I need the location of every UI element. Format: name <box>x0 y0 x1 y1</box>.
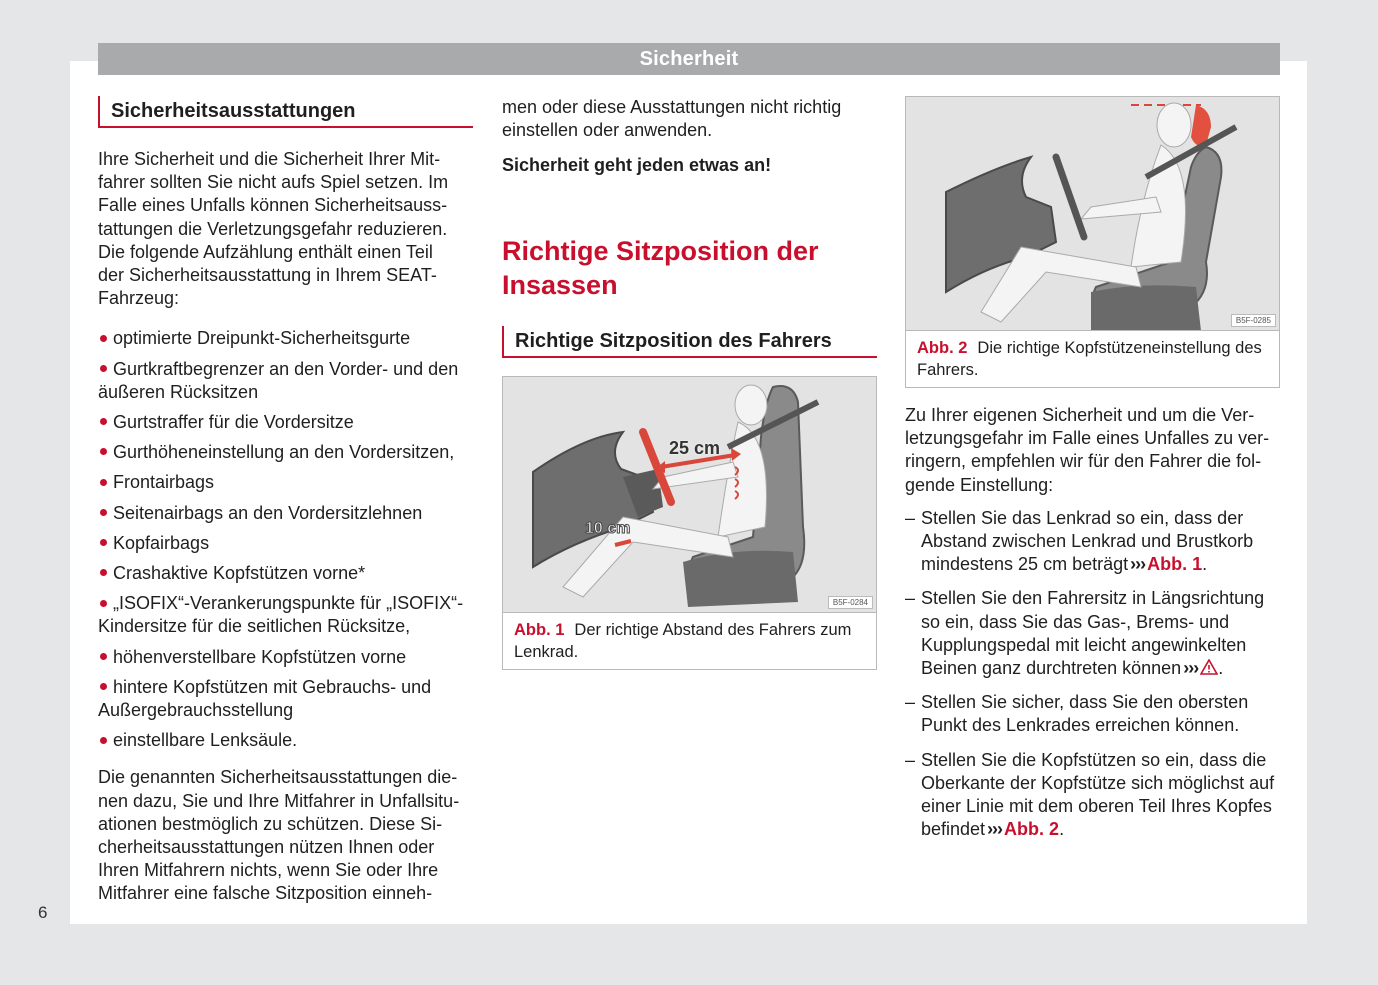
text-line: men oder diese Ausstattungen nicht richtig <box>502 97 842 117</box>
list-item <box>98 646 473 669</box>
list-item-text: Gurthöheneinstellung an den Vordersitzen, <box>113 442 455 463</box>
text-line: gende Einstellung: <box>905 474 1054 495</box>
dash-icon: – <box>905 692 916 713</box>
list-item <box>905 587 1280 680</box>
list-item <box>98 358 473 404</box>
figure-1 <box>502 376 877 670</box>
list-item <box>905 749 1280 842</box>
bullet-icon <box>100 365 107 372</box>
section-heading-driver-position: Richtige Sitzposition des Fahrers <box>502 326 877 358</box>
figure-2-link[interactable]: Abb. 2 <box>1004 819 1060 840</box>
driver-intro-paragraph <box>905 404 1280 497</box>
figure-2 <box>905 96 1280 388</box>
reference-arrows-icon: ››› <box>987 819 1003 840</box>
text-line: ationen bestmöglich zu schützen. Diese Si- <box>98 813 443 834</box>
list-item-text: optimierte Dreipunkt-Sicherheitsgurte <box>113 328 411 349</box>
list-item-text: hintere Kopfstützen mit Gebrauchs- und Außergebrauchsstellung <box>98 676 432 721</box>
list-item-text: Crashaktive Kopfstützen vorne* <box>113 563 366 584</box>
text-line: der Sicherheitsausstattung in Ihrem SEAT- <box>98 265 437 286</box>
list-item-text: Gurtstraffer für die Vordersitze <box>113 412 354 433</box>
list-item-text: einstellbare Lenksäule. <box>113 730 298 751</box>
step-text: Stellen Sie den Fahrersitz in Längsrichtung so ein, dass Sie das Gas-, Brems- und Kupplungspedal mit leicht angewinkelten Beinen ganz durchtreten können <box>921 588 1265 679</box>
dimension-label-chest: 25 cm <box>669 437 721 458</box>
list-item <box>98 676 473 722</box>
chapter-title <box>502 234 877 302</box>
bullet-icon <box>100 653 107 660</box>
caption-text: Der richtige Abstand des Fahrers zum Lenkrad. <box>514 620 852 661</box>
text-line: Mitfahrer eine falsche Sitzposition einneh- <box>98 883 433 904</box>
headrest-adjustment-illustration <box>906 97 1278 331</box>
column-2 <box>502 96 877 670</box>
text-line: letzungsgefahr im Falle eines Unfalles zu ver- <box>905 428 1270 449</box>
dimension-label-knee: 10 cm <box>585 519 631 537</box>
column-3 <box>905 96 1280 852</box>
emphasis-text: Sicherheit geht jeden etwas an! <box>502 155 772 176</box>
text-line: tattungen die Verletzungsgefahr reduzieren. <box>98 218 448 239</box>
bullet-icon <box>100 335 107 342</box>
list-item-text: Seitenairbags an den Vordersitzlehnen <box>113 502 423 523</box>
text-line: einstellen oder anwenden. <box>502 120 713 141</box>
page-number: 6 <box>38 903 48 922</box>
list-item-text: Kopfairbags <box>113 532 210 553</box>
punctuation: . <box>1202 554 1208 575</box>
text-line: Falle eines Unfalls können Sicherheitsauss- <box>98 195 448 216</box>
list-item <box>905 691 1280 737</box>
list-item-text: höhenverstellbare Kopfstützen vorne <box>113 646 407 667</box>
figure-2-caption <box>906 331 1279 387</box>
step-text: Stellen Sie sicher, dass Sie den obersten Punkt des Lenkrades erreichen können. <box>921 692 1249 736</box>
text-line: Fahrzeug: <box>98 288 180 309</box>
chapter-header-bar: Sicherheit <box>98 43 1280 75</box>
list-item <box>98 502 473 525</box>
driver-distance-illustration <box>503 377 875 613</box>
bullet-icon <box>100 600 107 607</box>
section-heading-safety-equipment: Sicherheitsausstattungen <box>98 96 473 128</box>
bullet-icon <box>100 569 107 576</box>
intro-paragraph <box>98 148 473 310</box>
list-item <box>98 532 473 555</box>
list-item <box>98 592 473 638</box>
figure-2-illustration <box>906 97 1279 331</box>
step-text: Stellen Sie das Lenkrad so ein, dass der Abstand zwischen Lenkrad und Brustkorb mindestens 25 cm beträgt <box>921 507 1254 575</box>
image-code: B5F-0285 <box>1231 314 1276 327</box>
bullet-icon <box>100 539 107 546</box>
title-line: Richtige Sitzposition der <box>502 235 819 266</box>
bullet-icon <box>100 418 107 425</box>
bullet-icon <box>100 737 107 744</box>
text-line: fahrer sollten Sie nicht aufs Spiel setzen. Im <box>98 172 449 193</box>
safety-equipment-list <box>98 327 473 752</box>
text-line: Ihren Mitfahrern nichts, wenn Sie oder Ihre <box>98 860 439 881</box>
figure-1-caption <box>503 613 876 669</box>
title-line: Insassen <box>502 269 618 300</box>
list-item-text: „ISOFIX“-Verankerungspunkte für „ISOFIX“-Kindersitze für die seitlichen Rücksitze, <box>98 593 464 637</box>
continuation-paragraph <box>502 96 877 142</box>
reference-arrows-icon: ››› <box>1130 554 1146 575</box>
image-code: B5F-0284 <box>828 596 873 609</box>
figure-1-illustration <box>503 377 876 613</box>
warning-triangle-icon[interactable] <box>1200 658 1218 678</box>
text-line: Zu Ihrer eigenen Sicherheit und um die Ver- <box>905 405 1255 425</box>
dash-icon: – <box>905 749 916 770</box>
text-line: Die folgende Aufzählung enthält einen Teil <box>98 241 433 262</box>
list-item <box>98 729 473 752</box>
list-item <box>905 507 1280 577</box>
adjustment-steps-list <box>905 507 1280 842</box>
dash-icon: – <box>905 507 916 528</box>
closing-paragraph <box>98 766 473 905</box>
list-item-text: Frontairbags <box>113 472 215 493</box>
list-item <box>98 411 473 434</box>
step-text: Stellen Sie die Kopfstützen so ein, dass die Oberkante der Kopfstütze sich möglichst auf einer Linie mit dem oberen Teil Ihres Kopfes befindet <box>921 749 1275 840</box>
punctuation: . <box>1218 658 1224 679</box>
figure-1-link[interactable]: Abb. 1 <box>1147 554 1203 575</box>
list-item <box>98 562 473 585</box>
text-line: Ihre Sicherheit und die Sicherheit Ihrer Mit- <box>98 149 441 169</box>
dash-icon: – <box>905 588 916 609</box>
list-item <box>98 441 473 464</box>
figure-label: Abb. 2 <box>917 339 968 357</box>
text-line: cherheitsausstattungen nützen Ihnen oder <box>98 837 435 858</box>
caption-text: Die richtige Kopfstützeneinstellung des Fahrers. <box>917 339 1262 379</box>
list-item <box>98 327 473 350</box>
list-item <box>98 471 473 494</box>
text-line: Die genannten Sicherheitsausstattungen die- <box>98 767 458 788</box>
bullet-icon <box>100 509 107 516</box>
reference-arrows-icon: ››› <box>1183 658 1199 679</box>
text-line: nen dazu, Sie und Ihre Mitfahrer in Unfallsitu- <box>98 790 460 811</box>
bullet-icon <box>100 683 107 690</box>
column-1 <box>98 96 473 906</box>
list-item-text: Gurtkraftbegrenzer an den Vorder- und den äußeren Rücksitzen <box>98 358 459 402</box>
figure-label: Abb. 1 <box>514 620 565 639</box>
bullet-icon <box>100 448 107 455</box>
text-line: ringern, empfehlen wir für den Fahrer die fol- <box>905 451 1262 472</box>
bullet-icon <box>100 479 107 486</box>
punctuation: . <box>1059 819 1065 840</box>
